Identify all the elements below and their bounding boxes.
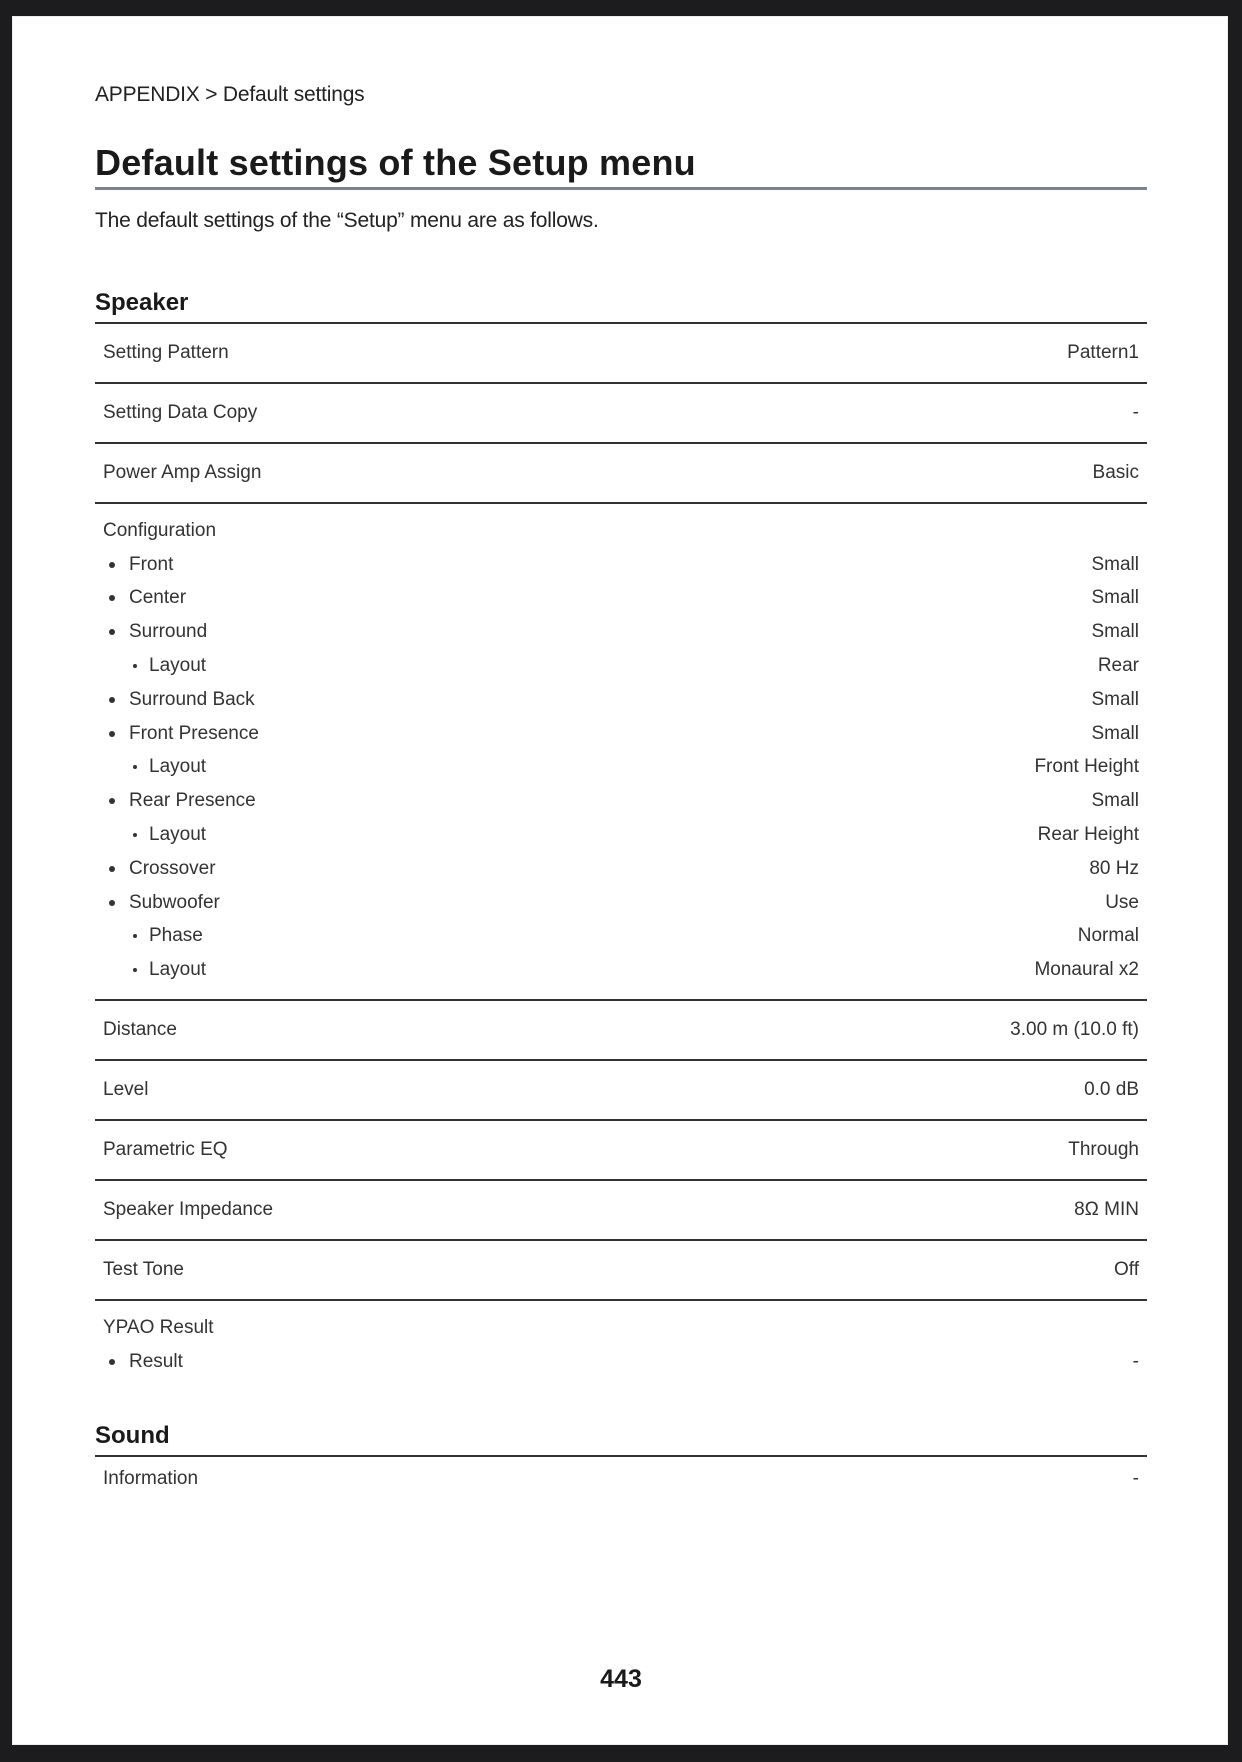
row-label: YPAO Result — [103, 1317, 214, 1339]
breadcrumb: APPENDIX > Default settings — [95, 83, 365, 106]
bullet-icon — [133, 765, 137, 769]
row-label: Configuration — [103, 519, 217, 541]
bullet-icon — [133, 934, 137, 938]
list-item — [103, 548, 1139, 582]
bullet-icon — [109, 798, 115, 804]
item-label: Subwoofer — [129, 891, 220, 913]
speaker-settings-table — [95, 322, 1147, 1391]
row-value: 0.0 dB — [1084, 1079, 1139, 1101]
item-value: Front Height — [1034, 756, 1139, 778]
row-label: Parametric EQ — [103, 1139, 228, 1161]
list-item — [103, 1345, 1139, 1379]
configuration-items — [103, 548, 1139, 987]
item-label: Front — [129, 553, 174, 575]
item-label: Rear Presence — [129, 790, 256, 812]
table-row-parametric-eq — [95, 1121, 1147, 1181]
document-page — [12, 16, 1228, 1745]
row-value: Pattern1 — [1067, 342, 1139, 363]
list-item — [103, 852, 1139, 886]
row-value: Basic — [1092, 462, 1139, 483]
row-value: - — [1132, 1468, 1139, 1489]
bullet-icon — [109, 900, 115, 906]
sound-settings-table — [95, 1455, 1147, 1501]
item-label: Surround Back — [129, 688, 255, 710]
row-label: Setting Data Copy — [103, 402, 258, 423]
list-item — [103, 751, 1139, 785]
ypao-result-items — [103, 1345, 1139, 1379]
bullet-icon — [133, 833, 137, 837]
table-row-ypao-result — [95, 1301, 1147, 1391]
item-value: 80 Hz — [1089, 857, 1139, 879]
item-value: Small — [1091, 553, 1139, 575]
item-label: Crossover — [129, 857, 216, 879]
bullet-icon — [133, 664, 137, 668]
bullet-icon — [109, 562, 115, 568]
table-row-speaker-impedance — [95, 1181, 1147, 1241]
bullet-icon — [109, 595, 115, 601]
bullet-icon — [109, 697, 115, 703]
row-value: - — [1132, 402, 1139, 423]
row-label: Power Amp Assign — [103, 462, 262, 483]
list-item — [103, 717, 1139, 751]
list-item — [103, 615, 1139, 649]
table-row-distance — [95, 1001, 1147, 1061]
row-label: Test Tone — [103, 1259, 184, 1281]
bullet-icon — [109, 731, 115, 737]
item-value: Small — [1091, 587, 1139, 609]
table-row-level — [95, 1061, 1147, 1121]
item-label: Layout — [149, 824, 207, 846]
row-label: Setting Pattern — [103, 342, 229, 363]
bullet-icon — [109, 629, 115, 635]
item-value: Small — [1091, 688, 1139, 710]
intro-text: The default settings of the “Setup” menu are as follows. — [95, 209, 599, 232]
list-item — [103, 953, 1139, 987]
item-label: Surround — [129, 621, 208, 643]
row-label: Level — [103, 1079, 149, 1101]
row-value: 3.00 m (10.0 ft) — [1010, 1019, 1139, 1041]
item-label: Center — [129, 587, 187, 609]
page-title: Default settings of the Setup menu — [95, 141, 1147, 190]
row-value: 8Ω MIN — [1074, 1199, 1139, 1221]
table-row-setting-data-copy — [95, 384, 1147, 444]
table-row-information — [95, 1457, 1147, 1501]
item-value: Small — [1091, 790, 1139, 812]
bullet-icon — [109, 866, 115, 872]
table-row-configuration — [95, 504, 1147, 1001]
table-row-setting-pattern — [95, 324, 1147, 384]
item-value: Rear Height — [1037, 824, 1139, 846]
list-item — [103, 886, 1139, 920]
bullet-icon — [133, 968, 137, 972]
item-value: Small — [1091, 621, 1139, 643]
row-label: Distance — [103, 1019, 177, 1041]
list-item — [103, 649, 1139, 683]
section-heading-sound: Sound — [95, 1422, 170, 1449]
item-value: Monaural x2 — [1034, 959, 1139, 981]
list-item — [103, 683, 1139, 717]
item-value: Small — [1091, 722, 1139, 744]
item-label: Result — [129, 1350, 183, 1372]
item-label: Layout — [149, 756, 207, 778]
table-row-test-tone — [95, 1241, 1147, 1301]
list-item — [103, 582, 1139, 616]
row-value: Through — [1068, 1139, 1139, 1161]
list-item — [103, 920, 1139, 954]
item-label: Layout — [149, 959, 207, 981]
row-label: Information — [103, 1468, 199, 1489]
row-label: Speaker Impedance — [103, 1199, 274, 1221]
item-label: Layout — [149, 655, 207, 677]
row-value: Off — [1114, 1259, 1139, 1281]
item-value: Rear — [1097, 655, 1139, 677]
item-label: Front Presence — [129, 722, 259, 744]
item-value: Normal — [1077, 925, 1139, 947]
page-number: 443 — [600, 1665, 642, 1693]
item-value: - — [1132, 1350, 1139, 1372]
bullet-icon — [109, 1359, 115, 1365]
item-value: Use — [1105, 891, 1139, 913]
list-item — [103, 784, 1139, 818]
section-heading-speaker: Speaker — [95, 289, 189, 316]
table-row-power-amp-assign — [95, 444, 1147, 504]
list-item — [103, 818, 1139, 852]
item-label: Phase — [149, 925, 203, 947]
